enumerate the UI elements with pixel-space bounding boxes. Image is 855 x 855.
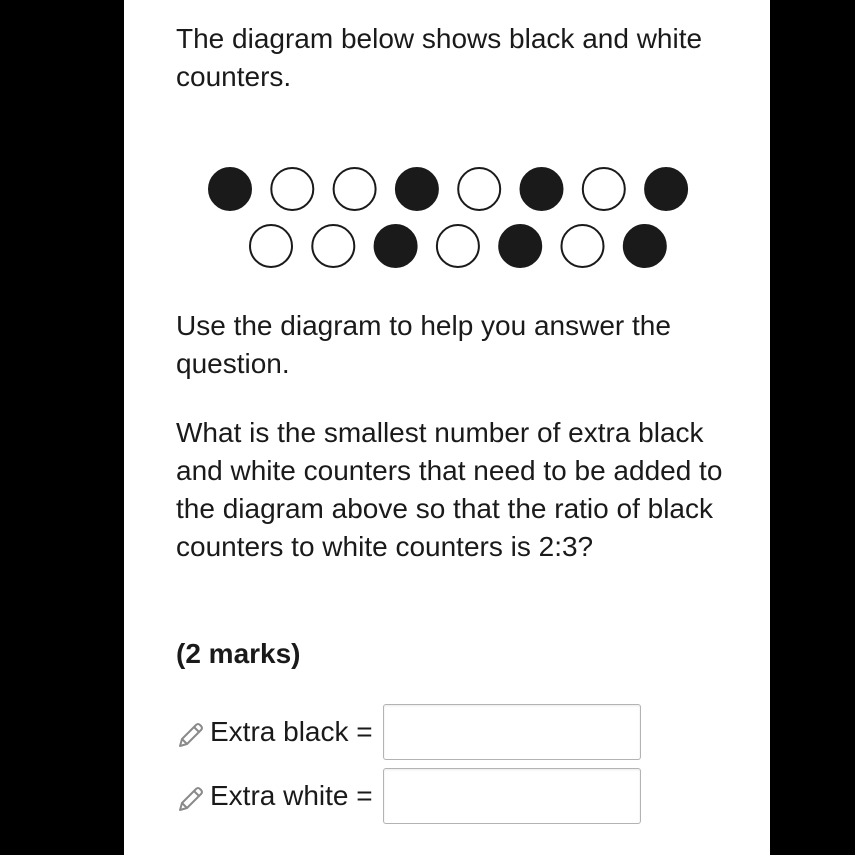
black-counter: [375, 225, 417, 267]
extra-black-input[interactable]: [383, 704, 641, 760]
black-counter: [499, 225, 541, 267]
question-panel: [124, 0, 770, 855]
black-counter: [645, 168, 687, 210]
counter-row-top: [209, 168, 687, 210]
pencil-icon: [174, 784, 206, 816]
extra-black-row: [174, 704, 641, 760]
white-counter: [334, 168, 376, 210]
black-counter: [521, 168, 563, 210]
question-marks: (2 marks): [176, 638, 301, 669]
extra-white-row: [174, 768, 641, 824]
counter-row-bottom: [250, 225, 666, 267]
extra-black-label: Extra black =: [210, 716, 373, 747]
counters-diagram: [124, 0, 770, 280]
white-counter: [458, 168, 500, 210]
white-counter: [562, 225, 604, 267]
question-intro: The diagram below shows black and white counters.: [176, 23, 703, 92]
black-counter: [624, 225, 666, 267]
black-counter: [209, 168, 251, 210]
white-counter: [583, 168, 625, 210]
question-prompt: What is the smallest number of extra black and white counters that need to be added to the diagram above so that the ratio of black counters to white counters is 2:3?: [176, 417, 723, 562]
extra-white-input[interactable]: [383, 768, 641, 824]
black-counter: [396, 168, 438, 210]
white-counter: [312, 225, 354, 267]
extra-white-label: Extra white =: [210, 780, 373, 811]
white-counter: [437, 225, 479, 267]
pencil-icon: [174, 720, 206, 752]
question-instruction: Use the diagram to help you answer the question.: [176, 310, 671, 379]
white-counter: [271, 168, 313, 210]
white-counter: [250, 225, 292, 267]
